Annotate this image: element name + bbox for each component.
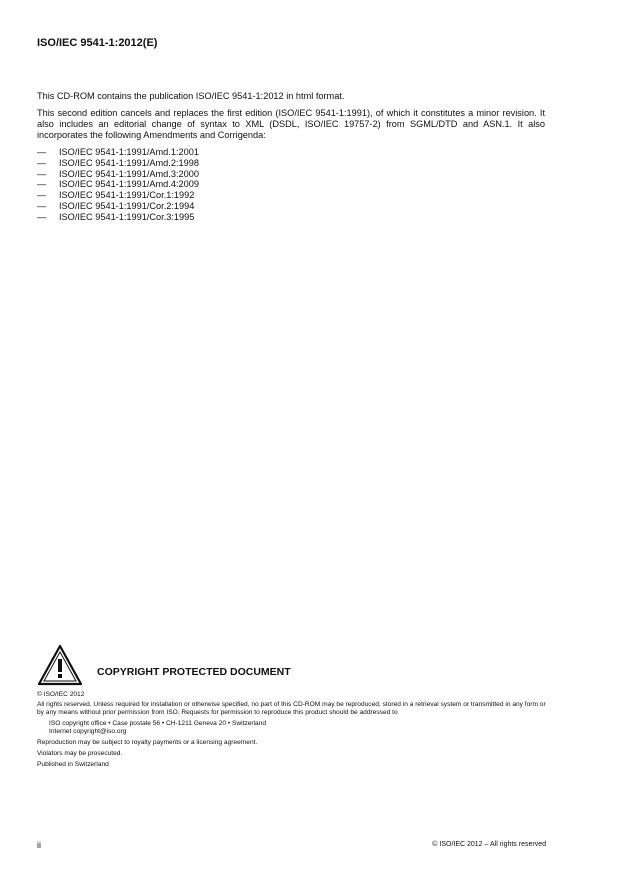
dash-bullet: — — [37, 200, 47, 211]
amendment-label: ISO/IEC 9541-1:1991/Amd.2:1998 — [59, 157, 199, 168]
dash-bullet: — — [37, 190, 47, 201]
reproduction-note: Reproduction may be subject to royalty payments or a licensing agreement. — [37, 739, 258, 747]
amendments-list — [37, 147, 545, 223]
amendment-label: ISO/IEC 9541-1:1991/Amd.1:2001 — [59, 147, 199, 157]
amendment-label: ISO/IEC 9541-1:1991/Cor.1:1992 — [59, 190, 195, 201]
legal-notice — [37, 691, 547, 772]
intro-paragraph-1: This CD-ROM contains the publication ISO/IEC 9541-1:2012 in html format. — [37, 91, 345, 101]
rights-statement: All rights reserved. Unless required for installation or otherwise specified, no part of this CD-ROM may be reproduced, stored in a retrieval system or transmitted in any form or by any means without prior permission from ISO. Requests for permission to reproduce this product should be addressed to — [37, 701, 546, 717]
intro-paragraph-2: This second edition cancels and replaces the first edition (ISO/IEC 9541-1:1991), of which it constitutes a minor revision. It also includes an editorial change of syntax to XML (DSDL, ISO/IEC 19757-2) from SGML/DTD and ASN.1. It also incorporates the following Amendments and Corrigenda: — [37, 108, 545, 140]
dash-bullet: — — [37, 157, 47, 168]
amendment-label: ISO/IEC 9541-1:1991/Cor.2:1994 — [59, 200, 195, 211]
intro-section — [37, 91, 545, 223]
copyright-office-address: ISO copyright office • Case postale 56 • CH-1211 Geneva 20 • Switzerland — [49, 719, 267, 727]
list-item — [37, 212, 545, 223]
dash-bullet: — — [37, 211, 47, 222]
copyright-internet: Internet copyright@iso.org — [49, 727, 127, 735]
list-item — [37, 190, 545, 201]
list-item — [37, 158, 545, 169]
published-location: Published in Switzerland — [37, 761, 109, 769]
list-item — [37, 179, 545, 190]
list-item — [37, 169, 545, 180]
violators-note: Violators may be prosecuted. — [37, 750, 123, 758]
document-id-header: ISO/IEC 9541-1:2012(E) — [37, 37, 158, 49]
footer-copyright: © ISO/IEC 2012 – All rights reserved — [432, 841, 546, 848]
amendment-label: ISO/IEC 9541-1:1991/Amd.4:2009 — [59, 179, 199, 190]
amendment-label: ISO/IEC 9541-1:1991/Cor.3:1995 — [59, 211, 195, 222]
dash-bullet: — — [37, 179, 47, 190]
dash-bullet: — — [37, 147, 47, 157]
page-number: ii — [37, 840, 41, 850]
copyright-holder: © ISO/IEC 2012 — [37, 691, 85, 698]
copyright-title: COPYRIGHT PROTECTED DOCUMENT — [97, 666, 291, 678]
list-item — [37, 147, 545, 158]
amendment-label: ISO/IEC 9541-1:1991/Amd.3:2000 — [59, 168, 199, 179]
list-item — [37, 201, 545, 212]
warning-triangle-icon — [37, 644, 83, 686]
dash-bullet: — — [37, 168, 47, 179]
